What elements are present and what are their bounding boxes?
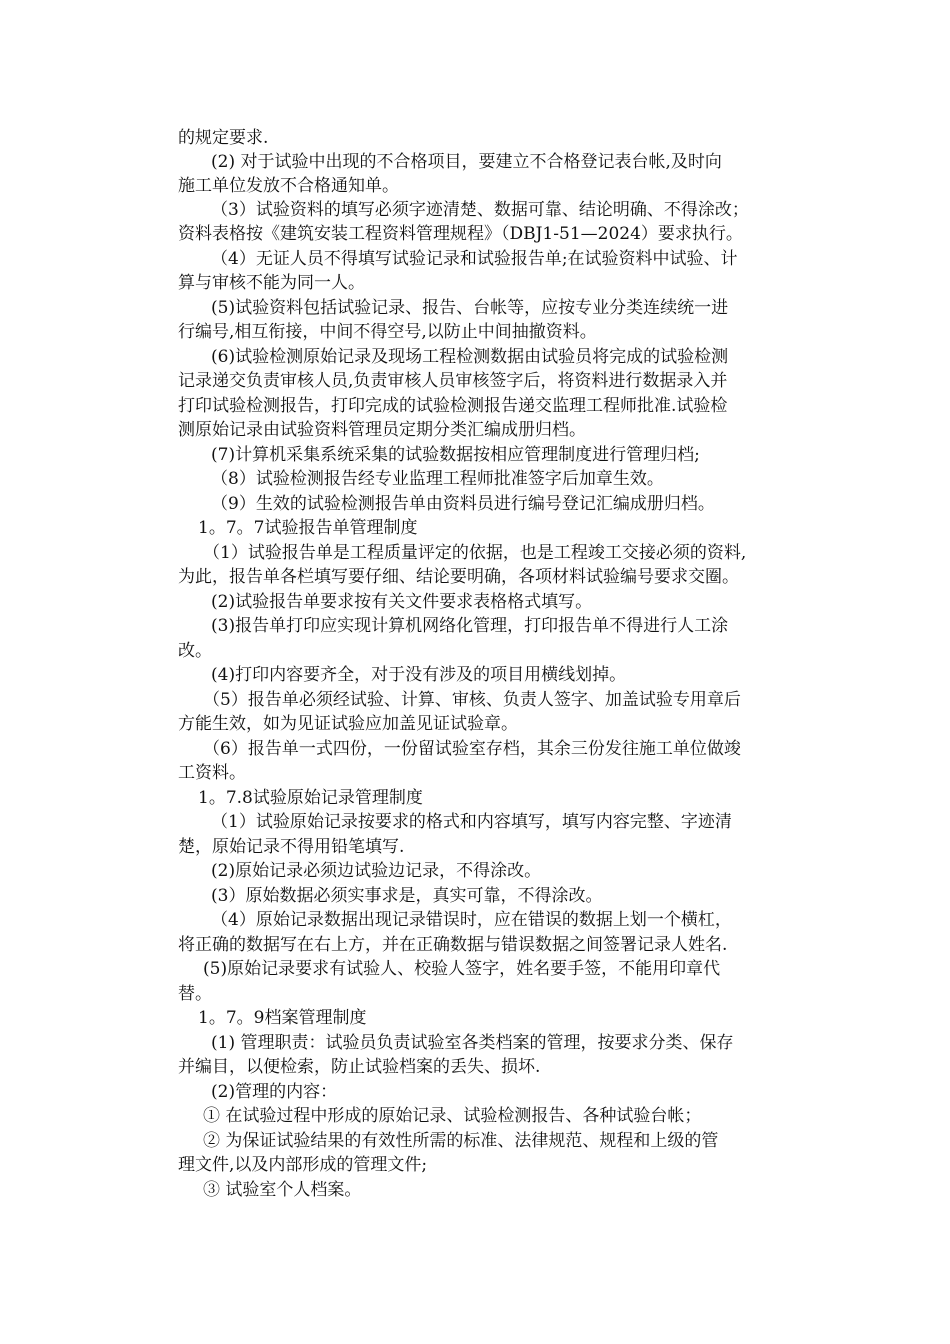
section-heading: 1。7。9档案管理制度 [198, 1008, 367, 1028]
text-line: （6）报告单一式四份，一份留试验室存档，其余三份发往施工单位做竣 [203, 739, 741, 759]
text-line: 打印试验检测报告，打印完成的试验检测报告递交监理工程师批准.试验检 [178, 396, 728, 416]
text-line: 改。 [178, 641, 212, 661]
text-line: （4）原始记录数据出现记录错误时，应在错误的数据上划一个横杠， [211, 910, 732, 930]
section-heading: 1。7。7试验报告单管理制度 [198, 518, 418, 538]
text-line: ③ 试验室个人档案。 [203, 1180, 362, 1200]
text-line: (2) 对于试验中出现的不合格项目，要建立不合格登记表台帐,及时向 [211, 152, 722, 172]
text-line: 行编号,相互衔接，中间不得空号,以防止中间抽撤资料。 [178, 322, 597, 342]
text-line: （9）生效的试验检测报告单由资料员进行编号登记汇编成册归档。 [211, 494, 715, 514]
text-line: (1) 管理职责：试验员负责试验室各类档案的管理，按要求分类、保存 [211, 1033, 734, 1053]
text-line: 记录递交负责审核人员,负责审核人员审核签字后，将资料进行数据录入并 [178, 371, 728, 391]
text-line: （1）试验报告单是工程质量评定的依据，也是工程竣工交接必须的资料, [203, 543, 747, 563]
text-line: （8）试验检测报告经专业监理工程师批准签字后加章生效。 [211, 469, 664, 489]
text-line: 算与审核不能为同一人。 [178, 273, 365, 293]
text-line: 方能生效，如为见证试验应加盖见证试验章。 [178, 714, 518, 734]
text-line: 施工单位发放不合格通知单。 [178, 176, 399, 196]
text-line: (7)计算机采集系统采集的试验数据按相应管理制度进行管理归档; [211, 445, 700, 465]
text-line: (3）原始数据必须实事求是，真实可靠，不得涂改。 [211, 886, 603, 906]
text-line: (3)报告单打印应实现计算机网络化管理，打印报告单不得进行人工涂 [211, 616, 729, 636]
text-line: (2)试验报告单要求按有关文件要求表格格式填写。 [211, 592, 593, 612]
text-line: 资料表格按《建筑安装工程资料管理规程》（DBJ1-51—2024）要求执行。 [178, 224, 743, 244]
text-line: ① 在试验过程中形成的原始记录、试验检测报告、各种试验台帐； [203, 1106, 702, 1126]
text-line: (6)试验检测原始记录及现场工程检测数据由试验员将完成的试验检测 [211, 347, 729, 367]
text-line: 楚，原始记录不得用铅笔填写. [178, 837, 405, 857]
text-line: 替。 [178, 984, 212, 1004]
text-line: (2)原始记录必须边试验边记录，不得涂改。 [211, 861, 542, 881]
section-heading: 1。7.8试验原始记录管理制度 [198, 788, 423, 808]
text-line: 的规定要求. [178, 128, 269, 148]
text-line: (5)试验资料包括试验记录、报告、台帐等，应按专业分类连续统一进 [211, 298, 729, 318]
text-line: ② 为保证试验结果的有效性所需的标准、法律规范、规程和上级的管 [203, 1131, 719, 1151]
text-line: (4)打印内容要齐全，对于没有涉及的项目用横线划掉。 [211, 665, 627, 685]
text-line: （1）试验原始记录按要求的格式和内容填写，填写内容完整、字迹清 [211, 812, 732, 832]
text-line: 工资料。 [178, 763, 246, 783]
text-line: （3）试验资料的填写必须字迹清楚、数据可靠、结论明确、不得涂改； [211, 200, 749, 220]
text-line: 测原始记录由试验资料管理员定期分类汇编成册归档。 [178, 420, 586, 440]
text-line: （5）报告单必须经试验、计算、审核、负责人签字、加盖试验专用章后 [203, 690, 741, 710]
text-line: 并编目，以便检索，防止试验档案的丢失、损坏. [178, 1057, 541, 1077]
text-line: 理文件,以及内部形成的管理文件; [178, 1155, 428, 1175]
text-line: 将正确的数据写在右上方，并在正确数据与错误数据之间签署记录人姓名. [178, 935, 728, 955]
text-line: 为此，报告单各栏填写要仔细、结论要明确，各项材料试验编号要求交圈。 [178, 567, 739, 587]
text-line: (5)原始记录要求有试验人、校验人签字，姓名要手签，不能用印章代 [203, 959, 721, 979]
text-line: (2)管理的内容： [211, 1082, 338, 1102]
text-line: （4）无证人员不得填写试验记录和试验报告单;在试验资料中试验、计 [211, 249, 738, 269]
